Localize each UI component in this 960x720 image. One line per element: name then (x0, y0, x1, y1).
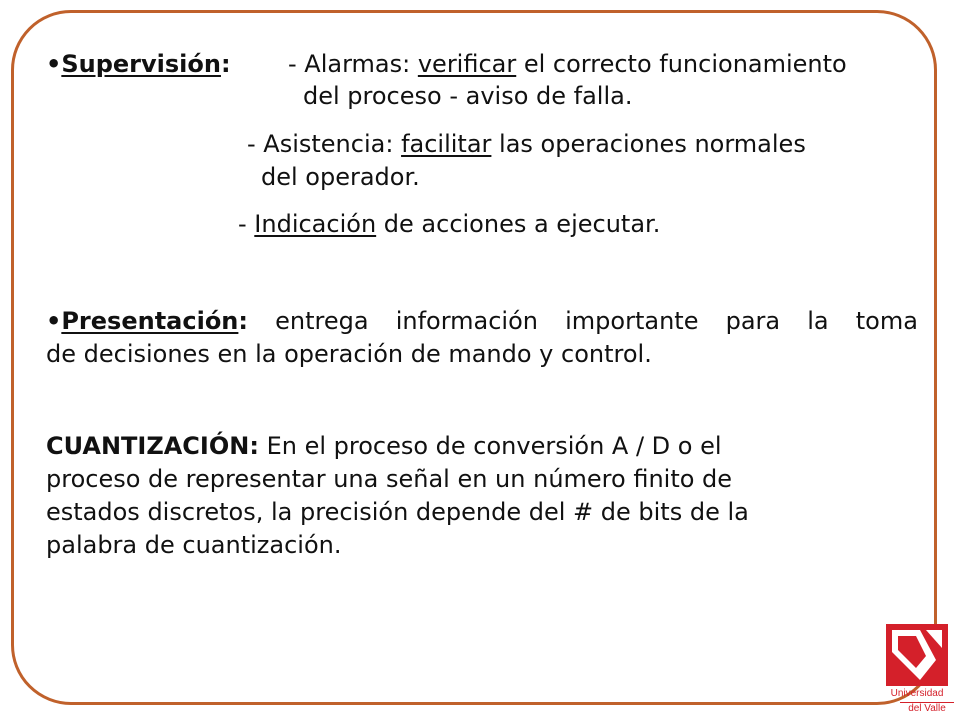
indicacion-prefix: - (238, 210, 255, 238)
cuantizacion-line-2: proceso de representar una señal en un número finito de (46, 465, 733, 493)
asistencia-line-1 (247, 129, 806, 159)
cuantizacion-line-4: palabra de cuantización. (46, 531, 342, 559)
alarmas-keyword: verificar (417, 50, 517, 78)
alarmas-line-2: del proceso - aviso de falla. (303, 82, 633, 110)
logo-emblem-icon (886, 624, 948, 686)
logo-text-line-1: Universidad (890, 688, 944, 699)
indicacion-line (238, 209, 660, 239)
supervision-label: Supervisión (61, 50, 221, 78)
presentacion-line-2: de decisiones en la operación de mando y control. (46, 340, 652, 368)
indicacion-rest: de acciones a ejecutar. (376, 210, 661, 238)
supervision-bullet: • (46, 50, 62, 78)
alarmas-rest: el correcto funcionamiento (516, 50, 847, 78)
cuantizacion-text-1: En el proceso de conversión A / D o el (258, 432, 722, 460)
alarmas-line-1 (288, 49, 847, 79)
presentacion-heading (46, 306, 248, 336)
supervision-colon: : (220, 50, 231, 78)
presentacion-word: toma (855, 307, 918, 335)
presentacion-word: para (725, 307, 781, 335)
universidad-del-valle-logo (880, 618, 954, 716)
presentacion-word: información (395, 307, 538, 335)
alarmas-prefix: - Alarmas: (288, 50, 418, 78)
cuantizacion-line-1 (46, 431, 722, 461)
presentacion-word: entrega (275, 307, 369, 335)
asistencia-keyword: facilitar (401, 130, 492, 158)
presentacion-bullet: • (46, 307, 62, 335)
logo-text-line-2: del Valle (900, 702, 954, 715)
cuantizacion-line-3: estados discretos, la precisión depende del # de bits de la (46, 498, 749, 526)
presentacion-colon: : (238, 307, 248, 335)
presentacion-word: la (807, 307, 829, 335)
presentacion-line-1 (46, 306, 918, 336)
logo-emblem (886, 624, 948, 686)
indicacion-keyword: Indicación (254, 210, 377, 238)
asistencia-line-2: del operador. (261, 163, 420, 191)
presentacion-label: Presentación (61, 307, 239, 335)
cuantizacion-label: CUANTIZACIÓN: (46, 432, 259, 460)
asistencia-rest: las operaciones normales (491, 130, 806, 158)
supervision-line-1 (46, 49, 231, 79)
asistencia-prefix: - Asistencia: (247, 130, 402, 158)
presentacion-word: importante (565, 307, 699, 335)
